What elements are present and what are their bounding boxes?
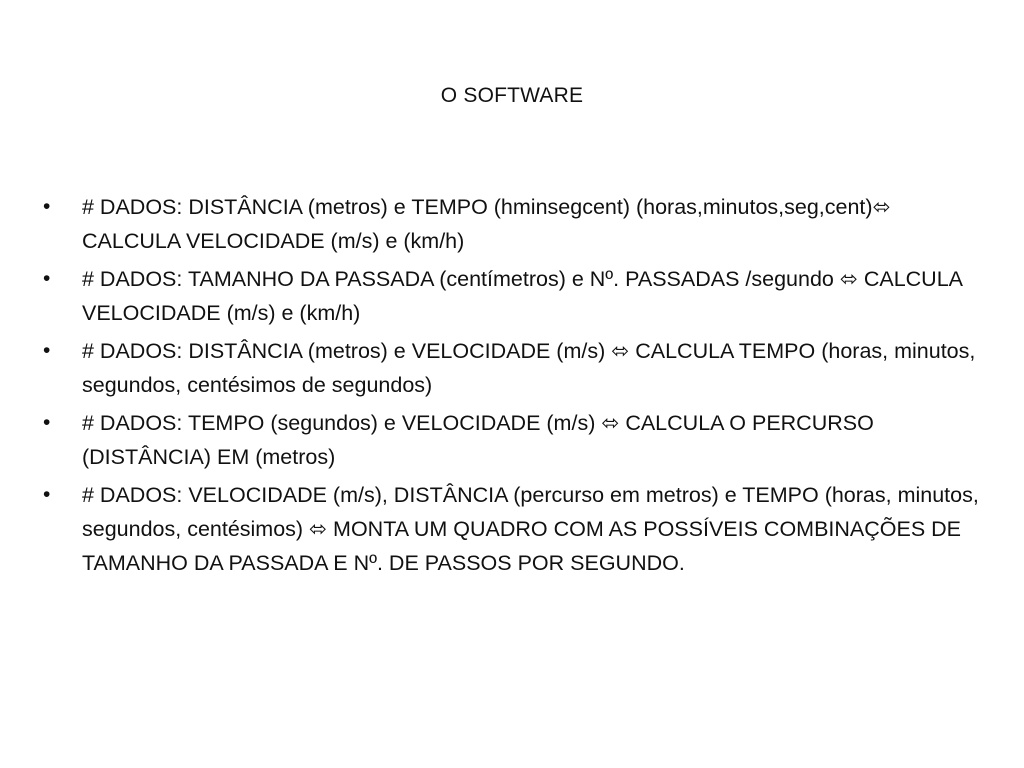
list-item bbox=[40, 406, 990, 474]
bullet-text: # DADOS: DISTÂNCIA (metros) e VELOCIDADE (m/s) ⬄ CALCULA TEMPO (horas, minutos, segundos, centésimos de segundos) bbox=[82, 339, 976, 397]
list-item bbox=[40, 262, 990, 330]
bullet-icon: • bbox=[43, 267, 51, 290]
bullet-text: # DADOS: VELOCIDADE (m/s), DISTÂNCIA (percurso em metros) e TEMPO (horas, minutos, segundos, centésimos) ⬄ MONTA UM QUADRO COM AS POSSÍVEIS COMBINAÇÕES DE TAMANHO DA PASSADA E Nº. DE PASSOS POR SEGUNDO. bbox=[82, 483, 979, 575]
slide-title: O SOFTWARE bbox=[440, 84, 584, 107]
bullet-icon: • bbox=[43, 483, 51, 506]
list-item bbox=[40, 334, 990, 402]
list-item bbox=[40, 190, 990, 258]
list-item bbox=[40, 478, 990, 580]
bullet-text: # DADOS: DISTÂNCIA (metros) e TEMPO (hminsegcent) (horas,minutos,seg,cent)⬄ CALCULA VELOCIDADE (m/s) e (km/h) bbox=[82, 195, 891, 253]
bullet-text: # DADOS: TEMPO (segundos) e VELOCIDADE (m/s) ⬄ CALCULA O PERCURSO (DISTÂNCIA) EM (metros) bbox=[82, 411, 874, 469]
bullet-icon: • bbox=[43, 411, 51, 434]
bullet-icon: • bbox=[43, 339, 51, 362]
bullet-list bbox=[40, 190, 990, 584]
bullet-icon: • bbox=[43, 195, 51, 218]
bullet-text: # DADOS: TAMANHO DA PASSADA (centímetros) e Nº. PASSADAS /segundo ⬄ CALCULA VELOCIDADE (m/s) e (km/h) bbox=[82, 267, 962, 325]
